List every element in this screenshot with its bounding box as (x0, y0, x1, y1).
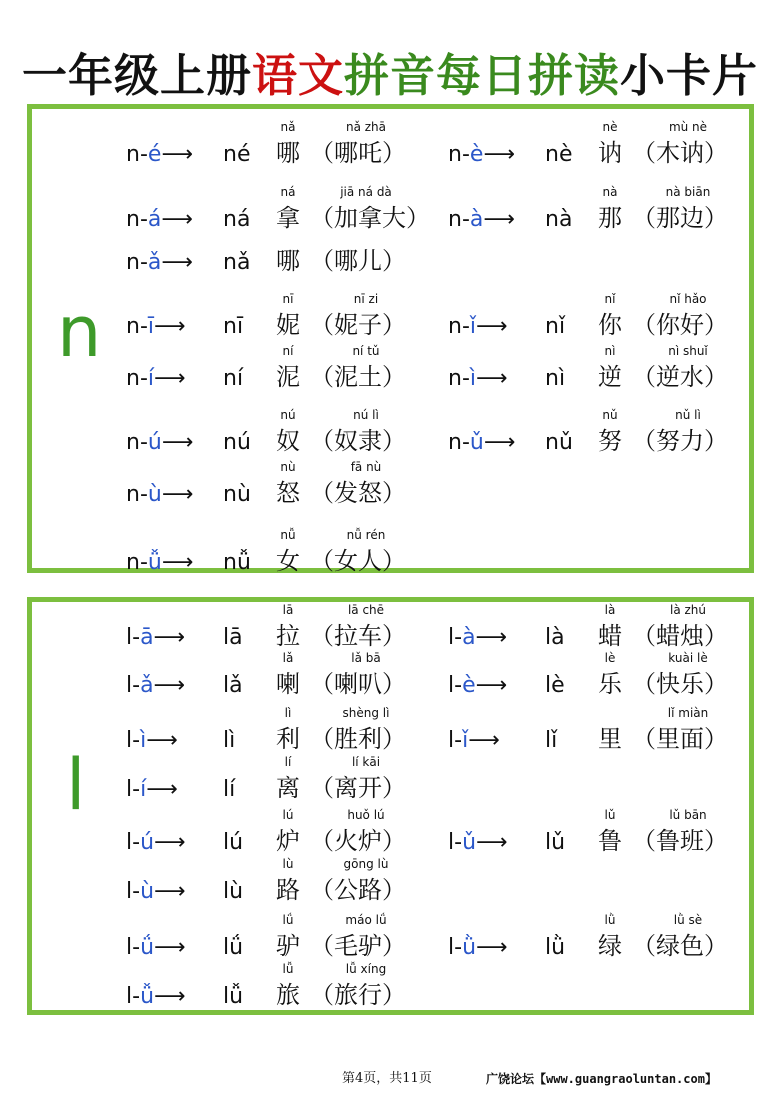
word-pinyin: kuài lè (668, 651, 708, 665)
character-pinyin: là (604, 603, 616, 617)
word-pinyin: lǎ bā (351, 651, 381, 665)
arrow-icon: ⟶ (476, 366, 508, 391)
initial-consonant: l- (126, 777, 141, 802)
arrow-icon: ⟶ (161, 142, 193, 167)
initial-consonant: n- (126, 550, 148, 575)
example-word: （妮子） (310, 311, 406, 339)
word-pinyin: gōng lù (343, 857, 389, 871)
word-pinyin: nǚ rén (346, 528, 386, 542)
spelling-formula (448, 728, 500, 754)
character-pinyin: nǚ (280, 528, 296, 542)
hanzi-character: 泥 (276, 363, 300, 391)
tone-vowel: é (147, 142, 162, 167)
arrow-icon: ⟶ (476, 314, 508, 339)
title-part-grade: 一年级上册 (21, 49, 252, 102)
tone-vowel: ú (140, 830, 155, 855)
initial-consonant: n- (126, 250, 148, 275)
spelling-formula (448, 430, 515, 456)
hanzi-character: 你 (598, 311, 622, 339)
syllable: lǜ (545, 935, 566, 960)
hanzi-character: 旅 (276, 981, 300, 1009)
character-pinyin: lú (282, 808, 294, 822)
word-pinyin: nǐ hǎo (669, 292, 707, 306)
hanzi-character: 拿 (276, 204, 300, 232)
example-word: （哪吒） (310, 139, 406, 167)
initial-consonant: l- (448, 673, 463, 698)
syllable: lǔ (545, 830, 566, 855)
syllable: nì (545, 366, 566, 391)
syllable: lǎ (223, 673, 243, 698)
initial-consonant: n- (448, 142, 470, 167)
arrow-icon: ⟶ (476, 935, 508, 960)
hanzi-character: 喇 (276, 670, 300, 698)
example-word: （喇叭） (310, 670, 406, 698)
word-pinyin: shèng lì (342, 706, 390, 720)
title-part-subject: 语文 (251, 49, 344, 102)
initial-consonant: l- (126, 984, 141, 1009)
arrow-icon: ⟶ (154, 314, 186, 339)
word-pinyin: nī zi (353, 292, 379, 306)
initial-consonant: n- (126, 482, 148, 507)
example-word: （离开） (310, 774, 406, 802)
word-pinyin: là zhú (669, 603, 706, 617)
example-word: （毛驴） (310, 932, 406, 960)
spelling-formula (448, 142, 515, 168)
title-part-card: 小卡片 (620, 49, 759, 102)
hanzi-character: 奴 (276, 427, 300, 455)
initial-consonant: l- (448, 830, 463, 855)
syllable: ná (223, 207, 251, 232)
character-pinyin: nī (282, 292, 294, 306)
example-word: （绿色） (632, 932, 728, 960)
syllable: lì (223, 728, 236, 753)
syllable: nú (223, 430, 251, 455)
tone-vowel: è (469, 142, 484, 167)
arrow-icon: ⟶ (161, 550, 194, 575)
syllable: ní (223, 366, 244, 391)
tone-vowel: ǎ (140, 673, 154, 698)
arrow-icon: ⟶ (161, 482, 194, 507)
initial-consonant: n- (126, 142, 148, 167)
tone-vowel: ǔ (469, 430, 484, 455)
character-pinyin: lǘ (282, 913, 294, 927)
word-pinyin: lí kāi (351, 755, 381, 769)
spelling-formula (126, 728, 178, 754)
initial-consonant: n- (448, 430, 470, 455)
character-pinyin: lí (284, 755, 292, 769)
initial-consonant: n- (126, 366, 148, 391)
syllable: nè (545, 142, 573, 167)
syllable: lù (223, 879, 244, 904)
character-pinyin: lā (282, 603, 294, 617)
character-pinyin: nǐ (604, 292, 616, 306)
hanzi-character: 妮 (276, 311, 300, 339)
spelling-formula (126, 935, 186, 961)
hanzi-character: 哪 (276, 139, 300, 167)
arrow-icon: ⟶ (483, 142, 515, 167)
word-pinyin: lǐ miàn (667, 706, 709, 720)
character-pinyin: lù (282, 857, 294, 871)
initial-consonant: n- (448, 366, 470, 391)
word-pinyin: lǚ xíng (345, 962, 387, 976)
spelling-formula (448, 366, 508, 392)
spelling-formula (126, 625, 185, 651)
example-word: （发怒） (310, 479, 406, 507)
hanzi-character: 里 (598, 725, 622, 753)
word-pinyin: máo lǘ (345, 913, 387, 927)
example-word: （女人） (310, 547, 406, 575)
word-pinyin: fā nù (350, 460, 382, 474)
word-pinyin: lǜ sè (673, 913, 703, 927)
arrow-icon: ⟶ (153, 673, 186, 698)
arrow-icon: ⟶ (475, 673, 508, 698)
tone-vowel: á (147, 207, 162, 232)
page-title (0, 46, 780, 106)
tone-vowel: ì (140, 728, 147, 753)
spelling-formula (126, 366, 186, 392)
example-word: （蜡烛） (632, 622, 728, 650)
example-word: （泥土） (310, 363, 406, 391)
arrow-icon: ⟶ (483, 207, 515, 232)
word-pinyin: nà biān (665, 185, 711, 199)
card-letter: l (66, 744, 86, 826)
initial-consonant: l- (448, 728, 463, 753)
tone-vowel: ǘ (140, 935, 155, 960)
example-word: （鲁班） (632, 827, 728, 855)
card-letter: n (57, 291, 102, 373)
word-pinyin: nì shuǐ (668, 344, 708, 358)
syllable: nà (545, 207, 573, 232)
spelling-formula (448, 207, 515, 233)
spelling-formula (126, 550, 193, 576)
word-pinyin: ní tǔ (352, 344, 380, 358)
hanzi-character: 讷 (598, 139, 622, 167)
spelling-formula (126, 142, 193, 168)
tone-vowel: ǚ (147, 550, 162, 575)
hanzi-character: 努 (598, 427, 622, 455)
example-word: （逆水） (632, 363, 728, 391)
tone-vowel: ǚ (140, 984, 155, 1009)
word-pinyin: huǒ lú (347, 808, 385, 822)
hanzi-character: 哪 (276, 247, 300, 275)
initial-consonant: n- (448, 207, 470, 232)
character-pinyin: ní (282, 344, 294, 358)
arrow-icon: ⟶ (154, 879, 186, 904)
tone-vowel: ī (147, 314, 155, 339)
tone-vowel: ǐ (462, 728, 469, 753)
syllable: lǐ (545, 728, 558, 753)
tone-vowel: ǜ (462, 935, 477, 960)
character-pinyin: nú (280, 408, 296, 422)
initial-consonant: l- (126, 879, 141, 904)
tone-vowel: í (140, 777, 147, 802)
hanzi-character: 怒 (276, 479, 300, 507)
spelling-formula (126, 984, 186, 1010)
arrow-icon: ⟶ (154, 366, 186, 391)
spelling-formula (448, 935, 508, 961)
tone-vowel: ù (147, 482, 162, 507)
tone-vowel: à (469, 207, 484, 232)
spelling-formula (448, 673, 507, 699)
hanzi-character: 蜡 (598, 622, 622, 650)
initial-consonant: l- (448, 935, 463, 960)
initial-consonant: n- (126, 314, 148, 339)
spelling-formula (126, 250, 193, 276)
tone-vowel: è (462, 673, 476, 698)
hanzi-character: 利 (276, 725, 300, 753)
syllable: nǔ (545, 430, 573, 455)
word-pinyin: nǔ lì (675, 408, 701, 422)
arrow-icon: ⟶ (146, 777, 178, 802)
spelling-formula (126, 879, 186, 905)
arrow-icon: ⟶ (476, 830, 508, 855)
hanzi-character: 逆 (598, 363, 622, 391)
tone-vowel: í (147, 366, 155, 391)
syllable: lè (545, 673, 565, 698)
word-pinyin: nú lì (353, 408, 379, 422)
character-pinyin: nǔ (602, 408, 618, 422)
arrow-icon: ⟶ (161, 430, 194, 455)
syllable: lǘ (223, 935, 244, 960)
spelling-formula (126, 830, 186, 856)
spelling-formula (126, 314, 186, 340)
example-word: （旅行） (310, 981, 406, 1009)
character-pinyin: nè (602, 120, 618, 134)
character-pinyin: nà (602, 185, 618, 199)
syllable: nǎ (223, 250, 251, 275)
arrow-icon: ⟶ (483, 430, 516, 455)
hanzi-character: 乐 (598, 670, 622, 698)
example-word: （奴隶） (310, 427, 406, 455)
syllable: lā (223, 625, 243, 650)
arrow-icon: ⟶ (468, 728, 500, 753)
spelling-formula (448, 625, 507, 651)
initial-consonant: l- (126, 935, 141, 960)
syllable: là (545, 625, 565, 650)
syllable: nǐ (545, 314, 566, 339)
example-word: （你好） (632, 311, 728, 339)
syllable: lú (223, 830, 244, 855)
spelling-formula (126, 673, 185, 699)
hanzi-character: 那 (598, 204, 622, 232)
hanzi-character: 炉 (276, 827, 300, 855)
arrow-icon: ⟶ (161, 207, 193, 232)
example-word: （火炉） (310, 827, 406, 855)
character-pinyin: nù (280, 460, 296, 474)
hanzi-character: 鲁 (598, 827, 622, 855)
syllable: nǚ (223, 550, 251, 575)
character-pinyin: nǎ (280, 120, 296, 134)
initial-consonant: l- (126, 830, 141, 855)
arrow-icon: ⟶ (161, 250, 193, 275)
syllable: lǚ (223, 984, 244, 1009)
initial-consonant: n- (126, 430, 148, 455)
title-part-topic: 拼音每日拼读 (344, 49, 621, 102)
word-pinyin: jiā ná dà (340, 185, 392, 199)
initial-consonant: l- (126, 728, 141, 753)
syllable: né (223, 142, 251, 167)
character-pinyin: lè (604, 651, 616, 665)
initial-consonant: l- (126, 625, 141, 650)
initial-consonant: l- (448, 625, 463, 650)
character-pinyin: lǎ (282, 651, 294, 665)
example-word: （快乐） (632, 670, 728, 698)
character-pinyin: lǔ (604, 808, 616, 822)
hanzi-character: 驴 (276, 932, 300, 960)
character-pinyin: lǜ (604, 913, 616, 927)
tone-vowel: à (462, 625, 476, 650)
syllable: nù (223, 482, 251, 507)
arrow-icon: ⟶ (154, 830, 186, 855)
page-number: 第4页，共11页 (342, 1071, 432, 1086)
character-pinyin: lì (284, 706, 292, 720)
site-credit: 广饶论坛【www.guangraoluntan.com】 (486, 1072, 717, 1086)
spelling-formula (126, 482, 193, 508)
word-pinyin: nǎ zhā (345, 120, 387, 134)
tone-vowel: ā (140, 625, 154, 650)
arrow-icon: ⟶ (475, 625, 508, 650)
tone-vowel: ì (469, 366, 477, 391)
arrow-icon: ⟶ (153, 625, 186, 650)
arrow-icon: ⟶ (154, 935, 186, 960)
word-pinyin: mù nè (668, 120, 708, 134)
example-word: （拉车） (310, 622, 406, 650)
example-word: （哪儿） (310, 247, 406, 275)
spelling-formula (448, 314, 508, 340)
initial-consonant: n- (126, 207, 148, 232)
tone-vowel: ú (147, 430, 162, 455)
word-pinyin: lā chē (347, 603, 385, 617)
word-pinyin: lǔ bān (669, 808, 707, 822)
example-word: （加拿大） (310, 204, 430, 232)
syllable: nī (223, 314, 244, 339)
character-pinyin: ná (280, 185, 296, 199)
example-word: （木讷） (632, 139, 728, 167)
tone-vowel: ǐ (469, 314, 477, 339)
arrow-icon: ⟶ (154, 984, 186, 1009)
spelling-formula (126, 777, 178, 803)
arrow-icon: ⟶ (146, 728, 178, 753)
tone-vowel: ǎ (147, 250, 162, 275)
spelling-formula (126, 430, 193, 456)
example-word: （努力） (632, 427, 728, 455)
tone-vowel: ǔ (462, 830, 477, 855)
example-word: （那边） (632, 204, 728, 232)
tone-vowel: ù (140, 879, 155, 904)
spelling-formula (126, 207, 193, 233)
hanzi-character: 拉 (276, 622, 300, 650)
spelling-formula (448, 830, 508, 856)
hanzi-character: 路 (276, 876, 300, 904)
hanzi-character: 女 (276, 547, 300, 575)
character-pinyin: lǚ (282, 962, 294, 976)
initial-consonant: n- (448, 314, 470, 339)
example-word: （胜利） (310, 725, 406, 753)
hanzi-character: 离 (276, 774, 300, 802)
initial-consonant: l- (126, 673, 141, 698)
hanzi-character: 绿 (598, 932, 622, 960)
syllable: lí (223, 777, 236, 802)
example-word: （里面） (632, 725, 728, 753)
character-pinyin: nì (604, 344, 616, 358)
example-word: （公路） (310, 876, 406, 904)
